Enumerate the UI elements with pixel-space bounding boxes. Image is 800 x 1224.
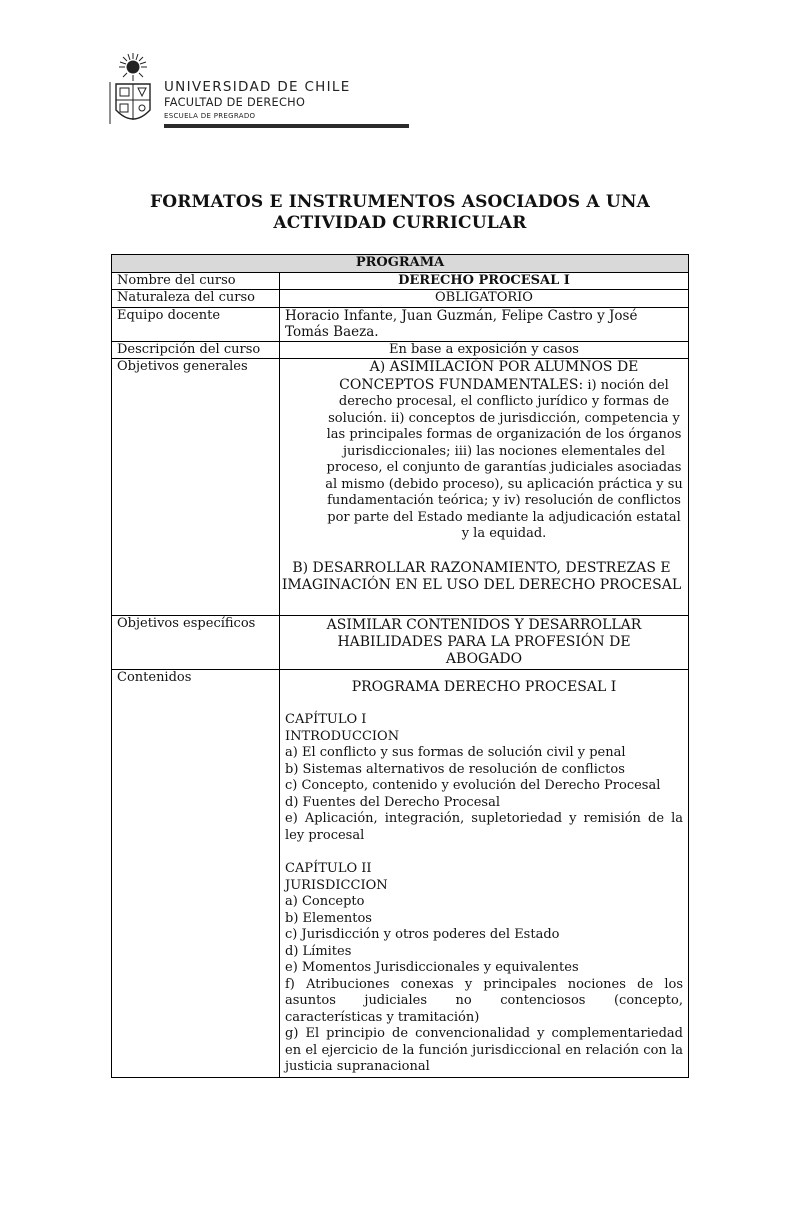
table-row bbox=[112, 616, 689, 670]
contents-label: Contenidos bbox=[112, 670, 280, 1078]
list-item: a) Concepto bbox=[285, 894, 365, 909]
faculty-name: FACULTAD DE DERECHO bbox=[164, 96, 306, 109]
table-row bbox=[112, 670, 689, 1078]
objective-a-text: i) noción del derecho procesal, el conflicto jurídico y formas de solución. ii) conceptos de jurisdicción, competencia y las principales formas de organización de los órganos jurisdiccionales; iii) las nociones elementales del proceso, el conjunto de garantías judiciales asociadas al mismo (debido proceso), su aplicación práctica y su fundamentación teórica; y iv) resolución de conflictos por parte del Estado mediante la adjudicación estatal y la equidad. bbox=[325, 377, 683, 541]
table-row bbox=[112, 290, 689, 308]
table-row bbox=[112, 341, 689, 359]
list-item: e) Momentos Jurisdiccionales y equivalentes bbox=[285, 960, 579, 975]
chapter-2-subtitle: JURISDICCION bbox=[285, 877, 388, 893]
header-divider bbox=[164, 124, 409, 128]
letterhead bbox=[108, 52, 351, 130]
chapter-1-title: CAPÍTULO I bbox=[285, 712, 367, 727]
school-name: ESCUELA DE PREGRADO bbox=[164, 112, 256, 120]
table-row bbox=[112, 307, 689, 341]
table-heading-row bbox=[112, 255, 689, 273]
table-row bbox=[112, 272, 689, 290]
general-objectives-value bbox=[280, 359, 689, 616]
team-value: Horacio Infante, Juan Guzmán, Felipe Castro y José Tomás Baeza. bbox=[280, 307, 689, 341]
description-label: Descripción del curso bbox=[112, 341, 280, 359]
list-item: a) El conflicto y sus formas de solución civil y penal bbox=[285, 745, 626, 760]
table-row bbox=[112, 359, 689, 616]
chapter-2-title: CAPÍTULO II bbox=[285, 861, 372, 876]
program-table bbox=[111, 254, 689, 1078]
list-item: d) Fuentes del Derecho Procesal bbox=[285, 794, 500, 810]
objective-a bbox=[325, 359, 683, 543]
list-item: f) Atribuciones conexas y principales nociones de los asuntos judiciales no contenciosos (concepto, características y tramitación) bbox=[285, 976, 683, 1025]
general-objectives-label: Objetivos generales bbox=[112, 359, 280, 616]
list-item: b) Elementos bbox=[285, 910, 372, 926]
chapter-1-subtitle: INTRODUCCION bbox=[285, 728, 400, 744]
course-name-value: DERECHO PROCESAL I bbox=[280, 272, 689, 290]
university-crest-logo bbox=[108, 52, 158, 130]
contents-value bbox=[280, 670, 689, 1078]
document-title-line-1: FORMATOS E INSTRUMENTOS ASOCIADOS A UNA bbox=[149, 192, 651, 212]
specific-objectives-label: Objetivos específicos bbox=[112, 616, 280, 670]
nature-value: OBLIGATORIO bbox=[280, 290, 689, 308]
nature-label: Naturaleza del curso bbox=[112, 290, 280, 308]
description-value: En base a exposición y casos bbox=[280, 341, 689, 359]
team-label: Equipo docente bbox=[112, 307, 280, 341]
program-title: PROGRAMA DERECHO PROCESAL I bbox=[351, 679, 617, 695]
list-item: e) Aplicación, integración, supletoriedad y remisión de la ley procesal bbox=[285, 811, 683, 843]
list-item: c) Concepto, contenido y evolución del Derecho Procesal bbox=[285, 778, 661, 793]
list-item: d) Límites bbox=[285, 943, 352, 959]
objective-b: B) DESARROLLAR RAZONAMIENTO, DESTREZAS E IMAGINACIÓN EN EL USO DEL DERECHO PROCESAL bbox=[281, 559, 682, 593]
document-title-line-2: ACTIVIDAD CURRICULAR bbox=[273, 213, 527, 233]
course-name-label: Nombre del curso bbox=[112, 272, 280, 290]
list-item: g) El principio de convencionalidad y complementariedad en el ejercicio de la función jurisdiccional en relación con la justicia supranacional bbox=[285, 1026, 683, 1074]
table-heading: PROGRAMA bbox=[112, 255, 689, 273]
document-title bbox=[100, 192, 700, 234]
specific-objectives-value: ASIMILAR CONTENIDOS Y DESARROLLAR HABILIDADES PARA LA PROFESIÓN DE ABOGADO bbox=[280, 616, 689, 670]
list-item: b) Sistemas alternativos de resolución de conflictos bbox=[285, 761, 625, 777]
university-name: UNIVERSIDAD DE CHILE bbox=[164, 79, 351, 95]
objective-a-heading: A) ASIMILACIÓN POR ALUMNOS DE CONCEPTOS FUNDAMENTALES: bbox=[339, 359, 639, 393]
list-item: c) Jurisdicción y otros poderes del Estado bbox=[285, 927, 560, 942]
